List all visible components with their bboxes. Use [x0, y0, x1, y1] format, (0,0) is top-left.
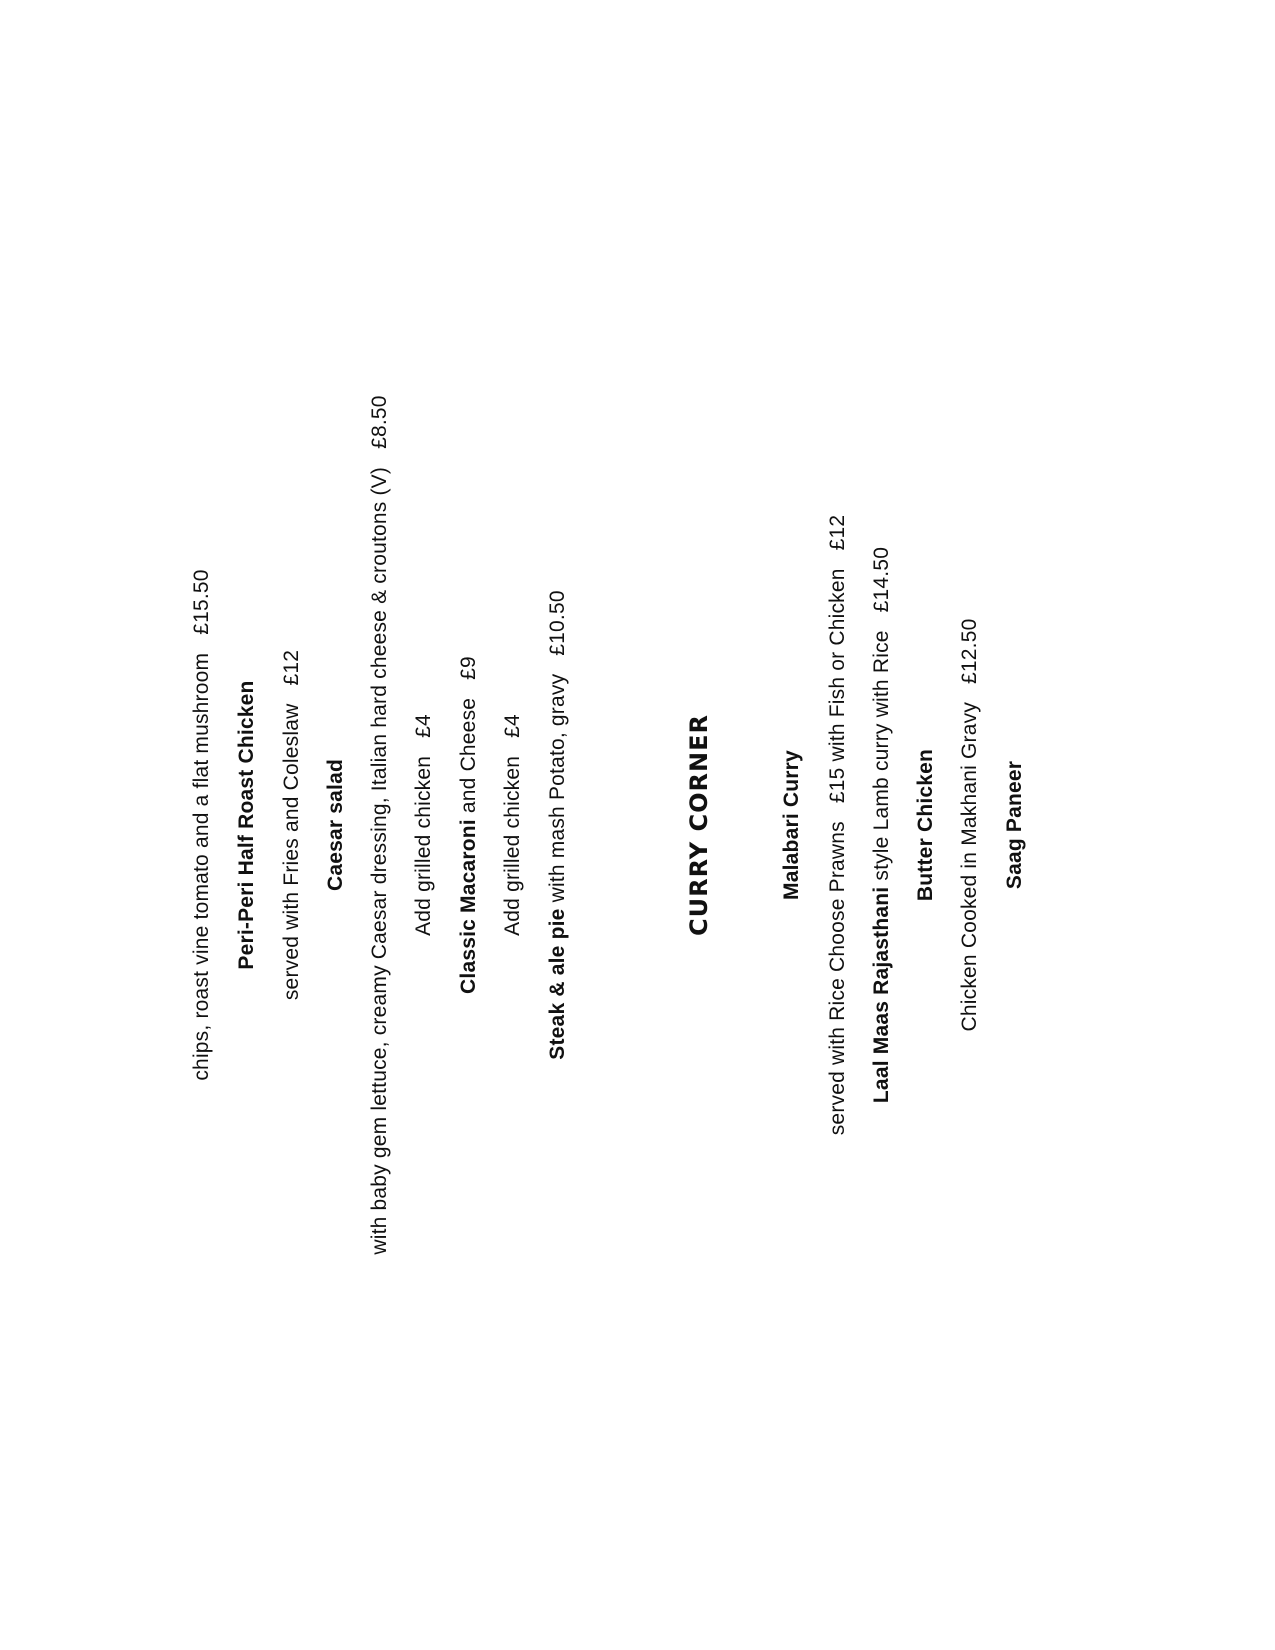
butter-chicken-title-text: Butter Chicken: [914, 748, 937, 902]
addon-1-price: £4: [412, 714, 435, 738]
curry-corner-heading: [685, 0, 713, 1650]
laal-maas-price: £14.50: [870, 546, 893, 613]
chips-line: [190, 0, 214, 1650]
macaroni-rest: and Cheese: [457, 697, 480, 814]
malabari-title: [780, 0, 804, 1650]
addon-line-2: [501, 0, 525, 1650]
macaroni-line: [457, 0, 481, 1650]
butter-chicken-desc-text: Chicken Cooked in Makhani Gravy: [958, 701, 981, 1032]
curry-corner-heading-text: CURRY CORNER: [685, 714, 713, 936]
butter-chicken-price: £12.50: [958, 618, 981, 684]
laal-maas-line: [870, 0, 894, 1650]
steak-pie-line: [546, 0, 570, 1650]
addon-1-text: Add grilled chicken: [412, 755, 435, 936]
peri-peri-desc-text: served with Fries and Coleslaw: [280, 703, 303, 1001]
malabari-price-1: £15 with Fish or Chicken: [826, 568, 849, 804]
steak-pie-name: Steak & ale pie: [546, 908, 569, 1060]
chips-description: chips, roast vine tomato and a flat mushroom: [190, 652, 213, 1081]
steak-pie-price: £10.50: [546, 590, 569, 656]
addon-2-text: Add grilled chicken: [501, 755, 524, 936]
malabari-price-2: £12: [826, 514, 849, 551]
malabari-description: [826, 0, 850, 1650]
macaroni-name: Classic Macaroni: [457, 819, 480, 994]
addon-2-price: £4: [501, 714, 524, 738]
laal-maas-rest: style Lamb curry with Rice: [870, 630, 893, 881]
peri-peri-description: [280, 0, 304, 1650]
caesar-price: £8.50: [368, 395, 391, 449]
butter-chicken-title: [914, 0, 938, 1650]
peri-peri-title-text: Peri-Peri Half Roast Chicken: [235, 680, 258, 970]
chips-price: £15.50: [190, 569, 213, 635]
macaroni-price: £9: [457, 656, 480, 680]
steak-pie-rest: with mash Potato, gravy: [546, 673, 569, 903]
addon-line-1: [412, 0, 436, 1650]
laal-maas-name: Laal Maas Rajasthani: [870, 886, 893, 1104]
peri-peri-title: [235, 0, 259, 1650]
caesar-title-text: Caesar salad: [324, 759, 347, 891]
malabari-title-text: Malabari Curry: [780, 750, 803, 900]
caesar-description: [368, 0, 392, 1650]
butter-chicken-description: [958, 0, 982, 1650]
malabari-desc-text: served with Rice Choose Prawns: [826, 821, 849, 1136]
saag-paneer-title-text: Saag Paneer: [1003, 760, 1026, 890]
peri-peri-price: £12: [280, 649, 303, 686]
caesar-desc-text: with baby gem lettuce, creamy Caesar dressing, Italian hard cheese & croutons (V): [368, 466, 391, 1255]
saag-paneer-title: [1003, 0, 1027, 1650]
caesar-title: [324, 0, 348, 1650]
